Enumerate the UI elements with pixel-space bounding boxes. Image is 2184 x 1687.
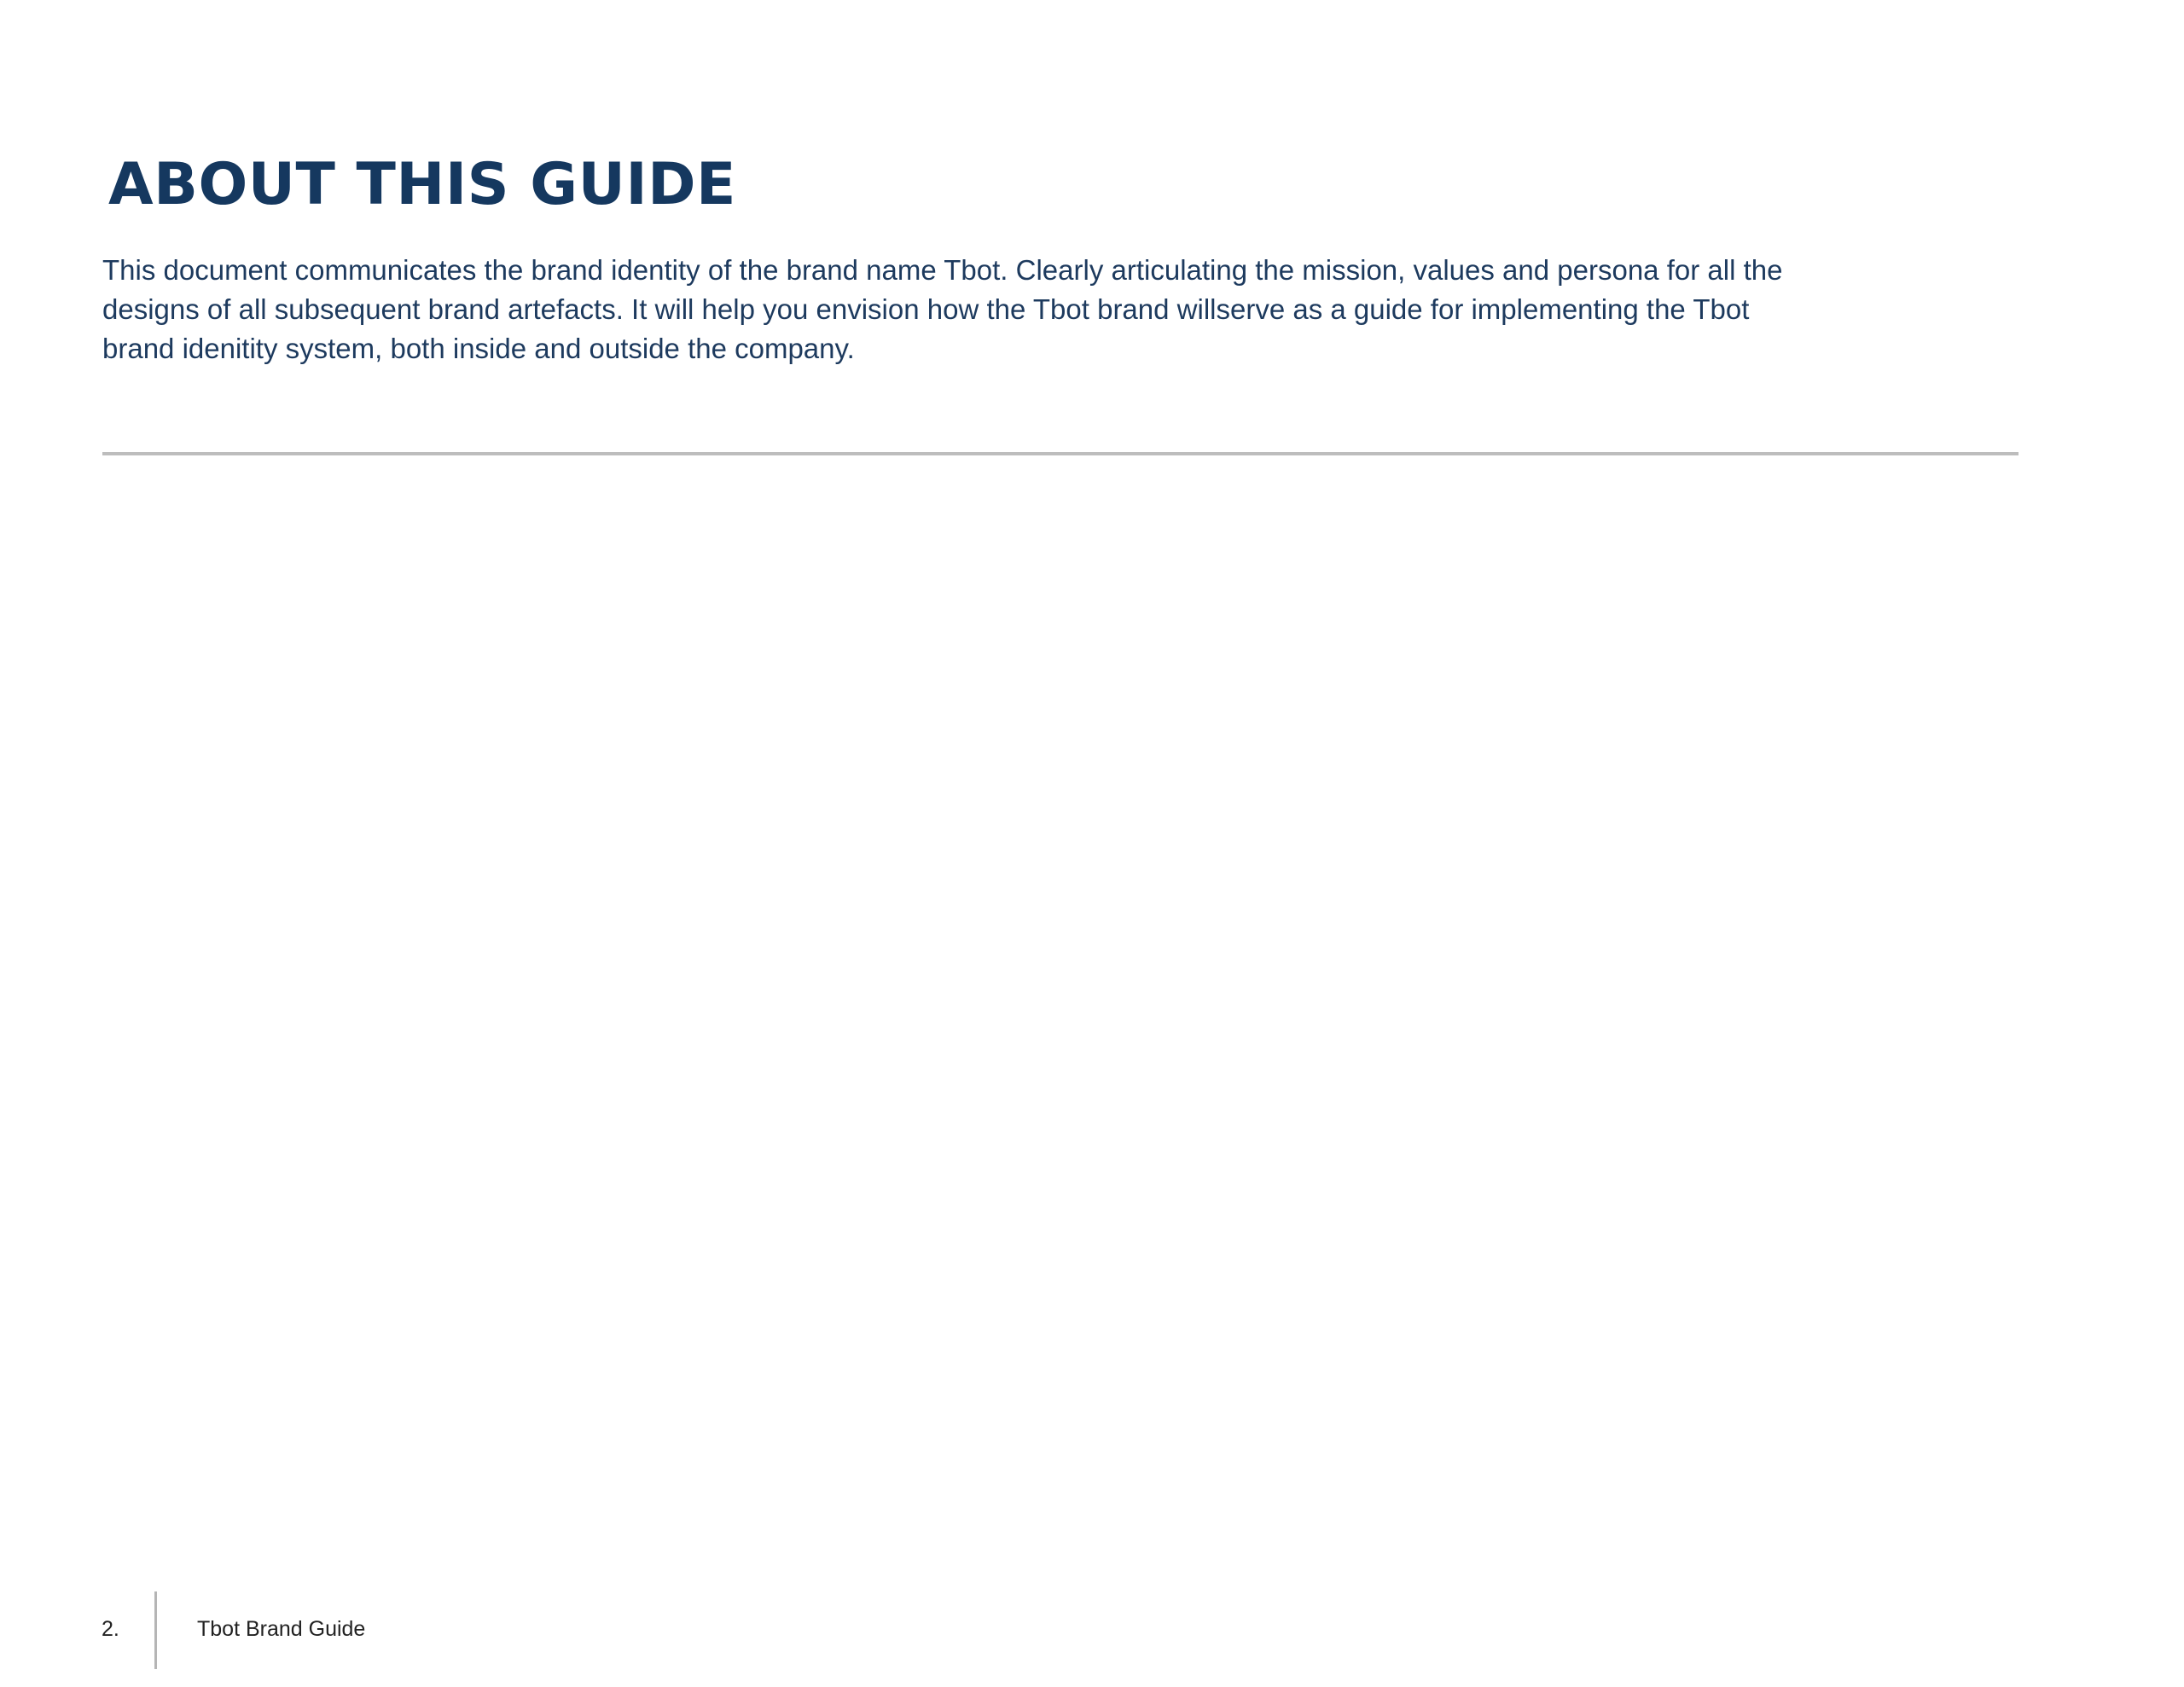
page-title: ABOUT THIS GUIDE [108, 151, 737, 218]
section-divider [102, 452, 2018, 455]
footer-document-title: Tbot Brand Guide [197, 1617, 366, 1641]
footer-separator [154, 1591, 157, 1669]
footer-page-number: 2. [102, 1617, 119, 1641]
intro-line: designs of all subsequent brand artefacts. It will help you envision how the Tbot brand willserve as a guide for implementing the Tbot [102, 293, 1750, 325]
intro-line: This document communicates the brand identity of the brand name Tbot. Clearly articulating the mission, values and persona for all the [102, 254, 1783, 286]
intro-line: brand idenitity system, both inside and outside the company. [102, 333, 855, 364]
intro-paragraph [102, 251, 1860, 368]
